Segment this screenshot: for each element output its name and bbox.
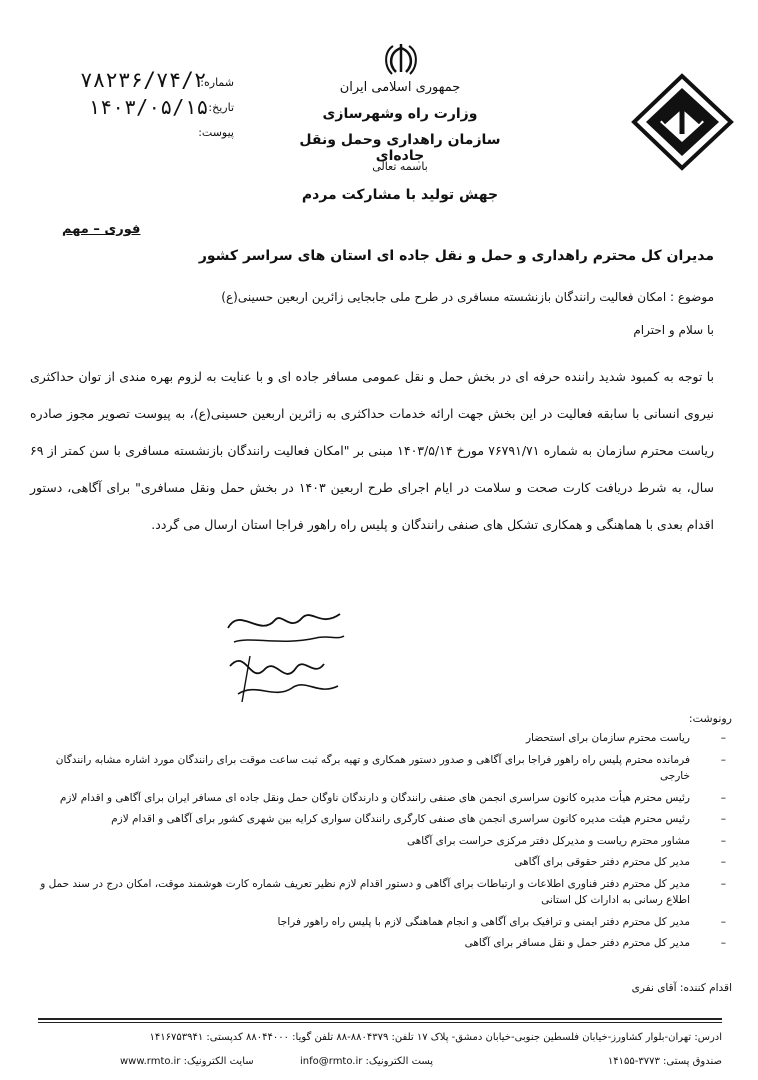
rmto-logo-icon xyxy=(630,72,735,172)
cc-item: – ریاست محترم سازمان برای استحضار xyxy=(40,730,732,747)
cc-item: – فرمانده محترم پلیس راه راهور فراجا برای آگاهی و صدور دستور همکاری و تهیه برگه ثبت ساعت موقت برای رانندگان مورد اشاره مشابه رانندگان خارجی xyxy=(40,752,732,785)
national-emblem-icon xyxy=(380,42,422,78)
cc-list xyxy=(40,730,732,957)
footer-divider xyxy=(38,1022,722,1023)
cc-item: – مدیر کل محترم دفتر فناوری اطلاعات و ارتباطات برای آگاهی و دستور اقدام لازم نظیر تعریف شماره کارت هوشمند موقت، امکان درج در سند حمل و اطلاع رسانی به ادارات کل استانی xyxy=(40,876,732,909)
organization-title: سازمان راهداری وحمل ونقل جاده‌ای xyxy=(299,132,501,164)
motto-text: جهش تولید با مشارکت مردم xyxy=(301,187,499,203)
number-label: شماره: xyxy=(200,76,234,89)
footer-website[interactable]: سایت الکترونیک: www.rmto.ir xyxy=(120,1056,254,1067)
action-by: اقدام کننده: آقای نفری xyxy=(631,982,732,994)
footer-divider xyxy=(38,1018,722,1020)
cc-item: – مدیر کل محترم دفتر حمل و نقل مسافر برای آگاهی xyxy=(40,935,732,952)
cc-item: – مدیر کل محترم دفتر حقوقی برای آگاهی xyxy=(40,854,732,871)
cc-item: – مدیر کل محترم دفتر ایمنی و ترافیک برای آگاهی و انجام هماهنگی لازم با پلیس راه راهور فراجا xyxy=(40,914,732,931)
date-value: ۱۴۰۳/۰۵/۱۵ xyxy=(88,95,209,119)
urgency-label: فوری – مهم xyxy=(62,222,141,237)
subject-line: موضوع : امکان فعالیت رانندگان بازنشسته مسافری در طرح ملی جابجایی زائرین اربعین حسینی(ع) xyxy=(221,290,714,304)
date-label: تاریخ: xyxy=(208,101,234,114)
greeting-line: با سلام و احترام xyxy=(633,323,714,337)
cc-title: رونوشت: xyxy=(688,712,732,725)
recipient-line: مدیران کل محترم راهداری و حمل و نقل جاده ای استان های سراسر کشور xyxy=(198,248,714,264)
republic-title: جمهوری اسلامی ایران xyxy=(339,80,461,95)
cc-item: – رئیس محترم هیئت مدیره کانون سراسری انجمن های صنفی کارگری رانندگان سواری کرایه بین شهری کشور برای آگاهی و اقدام لازم xyxy=(40,811,732,828)
attachment-label: پیوست: xyxy=(198,126,234,139)
footer-postal-box: صندوق پستی: ۳۷۷۳-۱۴۱۵۵ xyxy=(607,1056,722,1067)
number-value: ۷۸۲۳۶/۷۴/۲ xyxy=(80,68,207,92)
handwritten-signature xyxy=(220,598,350,710)
footer-address: ادرس: تهران-بلوار کشاورز-خیابان فلسطین جنوبی-خیابان دمشق- پلاک ۱۷ تلفن: ۸۸۰۴۳۷۹-۸۸ تلفن گویا: ۸۸۰۴۴۰۰۰ کدپستی: ۱۴۱۶۷۵۳۹۴۱ xyxy=(149,1032,722,1043)
bismillah-text: باسمه تعالی xyxy=(372,160,428,173)
footer-email[interactable]: پست الکترونیک: info@rmto.ir xyxy=(300,1056,434,1067)
cc-item: – مشاور محترم ریاست و مدیرکل دفتر مرکزی حراست برای آگاهی xyxy=(40,833,732,850)
letter-body: با توجه به کمبود شدید راننده حرفه ای در بخش حمل و نقل عمومی مسافر جاده ای و با عنایت به لزوم بهره مندی از توان حداکثری نیروی انسانی با سابقه فعالیت در این بخش جهت ارائه خدمات حداکثری به زائرین اربعین حسینی(ع)، به پیوست تصویر مجوز صادره ریاست محترم سازمان به شماره ۷۶۷۹۱/۷۱ مورخ ۱۴۰۳/۵/۱۴ مبنی بر "امکان فعالیت رانندگان بازنشسته مسافری با سن کمتر از ۶۹ سال، به شرط دریافت کارت صحت و سلامت در ایام اجرای طرح اربعین ۱۴۰۳ در بخش حمل ونقل مسافری" برای آگاهی، دستور اقدام بعدی با هماهنگی و همکاری تشکل های صنفی رانندگان و پلیس راه راهور فراجا استان ارسال می گردد. xyxy=(30,369,714,532)
ministry-title: وزارت راه وشهرسازی xyxy=(322,106,478,122)
cc-item: – رئیس محترم هیأت مدیره کانون سراسری انجمن های صنفی رانندگان و دارندگان ناوگان حمل ونقل جاده ای مسافر ایران برای آگاهی و اقدام لازم xyxy=(40,790,732,807)
